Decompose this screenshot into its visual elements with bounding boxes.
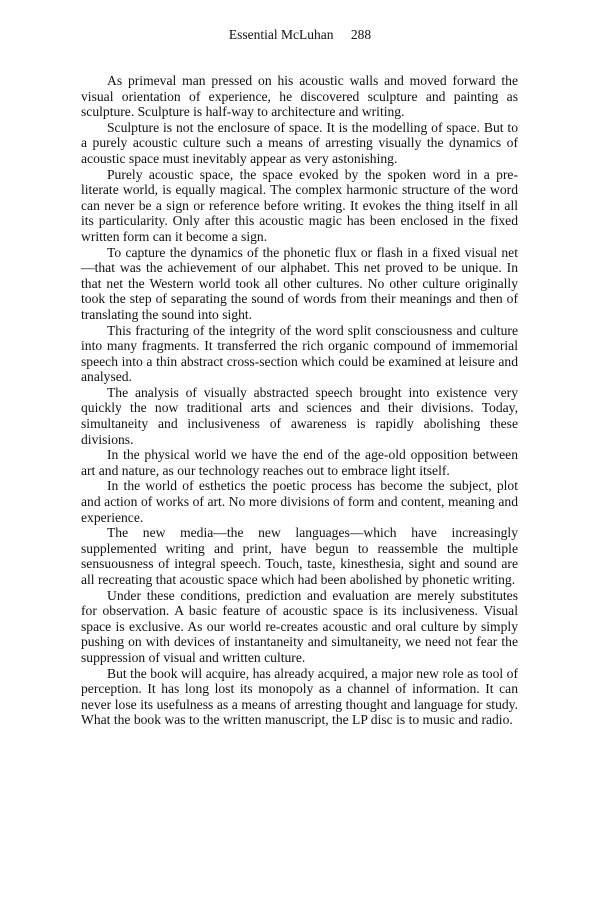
paragraph: Under these conditions, prediction and evaluation are merely substitutes for observation. A basic feature of acoustic space is its inclusiveness. Visual space is exclusive. As our world re-creates acoustic and oral culture by simply pushing on with devices of instantaneity and simultaneity, we need not fear the suppression of visual and written culture. (81, 587, 518, 665)
body-text (81, 73, 518, 728)
paragraph: As primeval man pressed on his acoustic walls and moved forward the visual orientation of experience, he discovered sculpture and painting as sculpture. Sculpture is half-way to architecture and writing. (81, 73, 518, 120)
book-title: Essential McLuhan (228, 27, 334, 42)
paragraph: But the book will acquire, has already acquired, a major new role as tool of perception. It has long lost its monopoly as a channel of information. It can never lose its usefulness as a means of arresting thought and language for study. What the book was to the written manuscript, the LP disc is to music and radio. (81, 665, 518, 728)
paragraph: In the physical world we have the end of the age-old opposition between art and nature, as our technology reaches out to embrace light itself. (81, 447, 518, 478)
paragraph: To capture the dynamics of the phonetic flux or flash in a fixed visual net—that was the achievement of our alphabet. This net proved to be unique. In that net the Western world took all other cultures. No other culture originally took the step of separating the sound of words from their meanings and then of translating the sound into sight. (81, 244, 518, 322)
paragraph: This fracturing of the integrity of the word split consciousness and culture into many fragments. It transferred the rich organic compound of immemorial speech into a thin abstract cross-section which could be examined at leisure and analysed. (81, 322, 518, 385)
paragraph: Purely acoustic space, the space evoked by the spoken word in a pre-literate world, is equally magical. The complex harmonic structure of the word can never be a sign or reference before writing. It evokes the thing itself in all its particularity. Only after this acoustic magic has been enclosed in the fixed written form can it become a sign. (81, 166, 518, 244)
paragraph: The new media—the new languages—which have increasingly supplemented writing and print, have begun to reassemble the multiple sensuousness of integral speech. Touch, taste, kinesthesia, sight and sound are all recreating that acoustic space which had been abolished by phonetic writing. (81, 525, 518, 587)
paragraph: Sculpture is not the enclosure of space. It is the modelling of space. But to a purely acoustic culture such a means of arresting visually the dynamics of acoustic space must inevitably appear as very astonishing. (81, 119, 518, 166)
paragraph: In the world of esthetics the poetic process has become the subject, plot and action of works of art. No more divisions of form and content, meaning and experience. (81, 478, 518, 525)
paragraph: The analysis of visually abstracted speech brought into existence very quickly the now traditional arts and sciences and their divisions. Today, simultaneity and inclusiveness of awareness is rapidly abolishing these divisions. (81, 384, 518, 447)
page-number: 288 (350, 27, 372, 42)
running-header (0, 27, 600, 43)
